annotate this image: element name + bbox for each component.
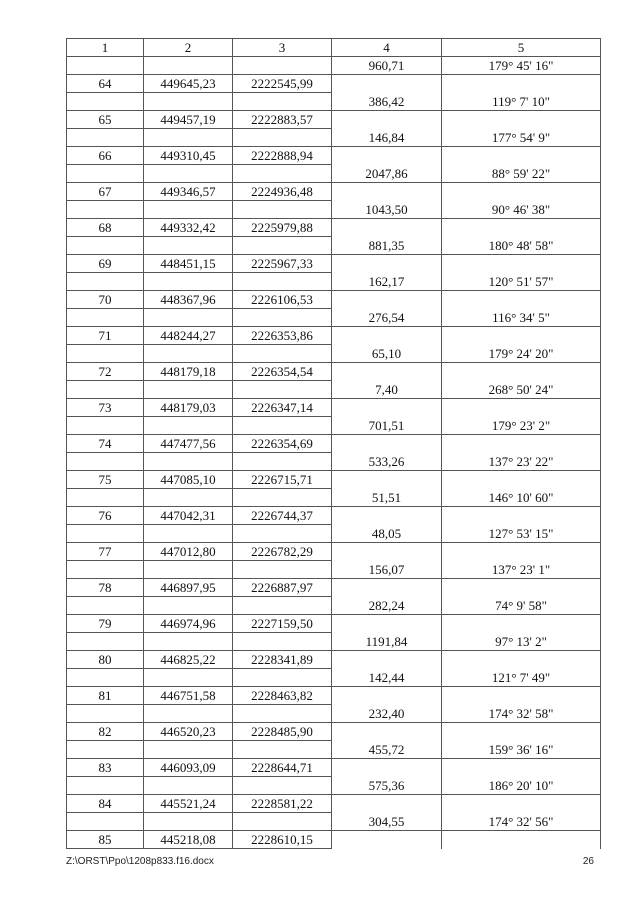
point-x: 449346,57 <box>144 183 233 201</box>
empty-cell <box>442 831 601 849</box>
point-x: 448451,15 <box>144 255 233 273</box>
segment-row <box>67 597 601 615</box>
point-y: 2226887,97 <box>233 579 332 597</box>
segment-length: 276,54 <box>332 309 442 327</box>
point-number: 72 <box>67 363 144 381</box>
empty-cell <box>233 93 332 111</box>
header-cell-4: 4 <box>332 39 442 57</box>
segment-length: 7,40 <box>332 381 442 399</box>
point-y: 2225967,33 <box>233 255 332 273</box>
segment-angle: 97° 13' 2" <box>442 633 601 651</box>
point-x: 446825,22 <box>144 651 233 669</box>
point-x: 449332,42 <box>144 219 233 237</box>
point-number: 69 <box>67 255 144 273</box>
point-y: 2224936,48 <box>233 183 332 201</box>
empty-cell <box>67 129 144 147</box>
empty-cell <box>442 111 601 129</box>
empty-cell <box>233 201 332 219</box>
point-y: 2227159,50 <box>233 615 332 633</box>
point-y: 2226715,71 <box>233 471 332 489</box>
point-row <box>67 399 601 417</box>
empty-cell <box>144 57 233 75</box>
segment-angle: 174° 32' 56" <box>442 813 601 831</box>
point-y: 2226354,54 <box>233 363 332 381</box>
point-row <box>67 759 601 777</box>
empty-cell <box>442 75 601 93</box>
segment-angle: 146° 10' 60" <box>442 489 601 507</box>
point-number: 84 <box>67 795 144 813</box>
empty-cell <box>332 471 442 489</box>
point-y: 2225979,88 <box>233 219 332 237</box>
footer-page-number: 26 <box>582 856 594 867</box>
empty-cell <box>332 651 442 669</box>
segment-angle: 179° 24' 20" <box>442 345 601 363</box>
point-y: 2228463,82 <box>233 687 332 705</box>
segment-angle: 180° 48' 58" <box>442 237 601 255</box>
empty-cell <box>332 543 442 561</box>
empty-cell <box>233 237 332 255</box>
point-x: 449645,23 <box>144 75 233 93</box>
empty-cell <box>67 417 144 435</box>
segment-row <box>67 453 601 471</box>
segment-length: 156,07 <box>332 561 442 579</box>
empty-cell <box>67 57 144 75</box>
empty-cell <box>442 435 601 453</box>
segment-row <box>67 201 601 219</box>
segment-angle: 74° 9' 58" <box>442 597 601 615</box>
header-cell-2: 2 <box>144 39 233 57</box>
segment-row <box>67 237 601 255</box>
point-y: 2226353,86 <box>233 327 332 345</box>
empty-cell <box>67 381 144 399</box>
header-cell-3: 3 <box>233 39 332 57</box>
empty-cell <box>144 525 233 543</box>
empty-cell <box>233 273 332 291</box>
segment-angle: 137° 23' 22" <box>442 453 601 471</box>
point-row <box>67 723 601 741</box>
point-row <box>67 471 601 489</box>
point-x: 446520,23 <box>144 723 233 741</box>
segment-length: 51,51 <box>332 489 442 507</box>
segment-angle: 177° 54' 9" <box>442 129 601 147</box>
empty-cell <box>144 813 233 831</box>
segment-length: 282,24 <box>332 597 442 615</box>
point-number: 83 <box>67 759 144 777</box>
point-number: 66 <box>67 147 144 165</box>
point-row <box>67 75 601 93</box>
empty-cell <box>442 471 601 489</box>
point-row <box>67 255 601 273</box>
segment-row <box>67 633 601 651</box>
point-x: 446093,09 <box>144 759 233 777</box>
empty-cell <box>233 633 332 651</box>
empty-cell <box>442 183 601 201</box>
empty-cell <box>332 399 442 417</box>
segment-row <box>67 705 601 723</box>
empty-cell <box>332 687 442 705</box>
point-number: 74 <box>67 435 144 453</box>
empty-cell <box>332 183 442 201</box>
segment-angle: 120° 51' 57" <box>442 273 601 291</box>
point-number: 77 <box>67 543 144 561</box>
segment-row <box>67 525 601 543</box>
segment-row <box>67 57 601 75</box>
segment-angle: 88° 59' 22" <box>442 165 601 183</box>
segment-angle: 268° 50' 24" <box>442 381 601 399</box>
point-number: 76 <box>67 507 144 525</box>
empty-cell <box>233 525 332 543</box>
point-row <box>67 327 601 345</box>
segment-row <box>67 273 601 291</box>
segment-length: 146,84 <box>332 129 442 147</box>
point-x: 448179,18 <box>144 363 233 381</box>
empty-cell <box>144 129 233 147</box>
point-y: 2226354,69 <box>233 435 332 453</box>
point-number: 68 <box>67 219 144 237</box>
segment-angle: 179° 23' 2" <box>442 417 601 435</box>
point-x: 447042,31 <box>144 507 233 525</box>
empty-cell <box>67 93 144 111</box>
empty-cell <box>67 777 144 795</box>
segment-angle: 121° 7' 49" <box>442 669 601 687</box>
point-x: 447085,10 <box>144 471 233 489</box>
empty-cell <box>233 669 332 687</box>
segment-length: 232,40 <box>332 705 442 723</box>
segment-angle: 90° 46' 38" <box>442 201 601 219</box>
empty-cell <box>67 489 144 507</box>
empty-cell <box>442 291 601 309</box>
segment-row <box>67 381 601 399</box>
empty-cell <box>332 255 442 273</box>
segment-row <box>67 93 601 111</box>
segment-angle: 119° 7' 10" <box>442 93 601 111</box>
point-row <box>67 615 601 633</box>
empty-cell <box>67 561 144 579</box>
header-cell-1: 1 <box>67 39 144 57</box>
segment-angle: 127° 53' 15" <box>442 525 601 543</box>
empty-cell <box>67 669 144 687</box>
segment-row <box>67 165 601 183</box>
empty-cell <box>144 741 233 759</box>
empty-cell <box>233 813 332 831</box>
empty-cell <box>144 633 233 651</box>
empty-cell <box>233 489 332 507</box>
empty-cell <box>144 309 233 327</box>
point-row <box>67 687 601 705</box>
segment-row <box>67 777 601 795</box>
point-number: 67 <box>67 183 144 201</box>
segment-row <box>67 741 601 759</box>
empty-cell <box>332 507 442 525</box>
point-number: 85 <box>67 831 144 849</box>
empty-cell <box>332 723 442 741</box>
point-number: 73 <box>67 399 144 417</box>
empty-cell <box>442 687 601 705</box>
segment-row <box>67 129 601 147</box>
empty-cell <box>442 795 601 813</box>
segment-row <box>67 669 601 687</box>
empty-cell <box>233 417 332 435</box>
point-y: 2222883,57 <box>233 111 332 129</box>
empty-cell <box>442 219 601 237</box>
point-row <box>67 651 601 669</box>
empty-cell <box>67 273 144 291</box>
empty-cell <box>332 363 442 381</box>
empty-cell <box>144 453 233 471</box>
point-x: 446897,95 <box>144 579 233 597</box>
empty-cell <box>144 381 233 399</box>
empty-cell <box>442 579 601 597</box>
point-x: 448367,96 <box>144 291 233 309</box>
empty-cell <box>233 597 332 615</box>
empty-cell <box>233 309 332 327</box>
empty-cell <box>144 345 233 363</box>
segment-length: 533,26 <box>332 453 442 471</box>
point-y: 2228485,90 <box>233 723 332 741</box>
segment-angle: 159° 36' 16" <box>442 741 601 759</box>
empty-cell <box>233 381 332 399</box>
point-x: 445218,08 <box>144 831 233 849</box>
empty-cell <box>442 327 601 345</box>
empty-cell <box>332 291 442 309</box>
empty-cell <box>442 507 601 525</box>
empty-cell <box>332 831 442 849</box>
point-row <box>67 507 601 525</box>
empty-cell <box>442 615 601 633</box>
empty-cell <box>442 543 601 561</box>
point-row <box>67 543 601 561</box>
point-row <box>67 219 601 237</box>
point-x: 447477,56 <box>144 435 233 453</box>
empty-cell <box>332 327 442 345</box>
footer-file-path: Z:\ORST\Ppo\1208p833.f16.docx <box>66 856 214 867</box>
empty-cell <box>332 795 442 813</box>
segment-row <box>67 561 601 579</box>
point-y: 2226744,37 <box>233 507 332 525</box>
point-x: 445521,24 <box>144 795 233 813</box>
empty-cell <box>332 579 442 597</box>
empty-cell <box>67 345 144 363</box>
empty-cell <box>233 57 332 75</box>
segment-length: 1191,84 <box>332 633 442 651</box>
point-x: 446974,96 <box>144 615 233 633</box>
segment-length: 701,51 <box>332 417 442 435</box>
empty-cell <box>442 255 601 273</box>
segment-angle: 186° 20' 10" <box>442 777 601 795</box>
segment-length: 304,55 <box>332 813 442 831</box>
point-y: 2228644,71 <box>233 759 332 777</box>
empty-cell <box>67 201 144 219</box>
segment-angle: 179° 45' 16" <box>442 57 601 75</box>
point-row <box>67 831 601 849</box>
point-y: 2228610,15 <box>233 831 332 849</box>
point-y: 2228581,22 <box>233 795 332 813</box>
header-cell-5: 5 <box>442 39 601 57</box>
point-number: 79 <box>67 615 144 633</box>
empty-cell <box>442 363 601 381</box>
empty-cell <box>332 111 442 129</box>
empty-cell <box>144 777 233 795</box>
point-number: 78 <box>67 579 144 597</box>
empty-cell <box>144 597 233 615</box>
empty-cell <box>332 147 442 165</box>
segment-angle: 116° 34' 5" <box>442 309 601 327</box>
empty-cell <box>233 705 332 723</box>
empty-cell <box>332 615 442 633</box>
empty-cell <box>144 93 233 111</box>
empty-cell <box>144 561 233 579</box>
empty-cell <box>67 237 144 255</box>
segment-length: 162,17 <box>332 273 442 291</box>
point-y: 2226782,29 <box>233 543 332 561</box>
empty-cell <box>144 489 233 507</box>
empty-cell <box>442 651 601 669</box>
point-row <box>67 363 601 381</box>
point-row <box>67 111 601 129</box>
segment-length: 386,42 <box>332 93 442 111</box>
empty-cell <box>67 597 144 615</box>
segment-length: 455,72 <box>332 741 442 759</box>
empty-cell <box>67 633 144 651</box>
empty-cell <box>144 201 233 219</box>
empty-cell <box>442 723 601 741</box>
point-number: 64 <box>67 75 144 93</box>
point-x: 448179,03 <box>144 399 233 417</box>
point-x: 449457,19 <box>144 111 233 129</box>
point-x: 446751,58 <box>144 687 233 705</box>
segment-row <box>67 345 601 363</box>
empty-cell <box>67 525 144 543</box>
empty-cell <box>144 669 233 687</box>
point-y: 2222545,99 <box>233 75 332 93</box>
segment-angle: 137° 23' 1" <box>442 561 601 579</box>
empty-cell <box>332 75 442 93</box>
empty-cell <box>233 165 332 183</box>
empty-cell <box>144 705 233 723</box>
point-y: 2222888,94 <box>233 147 332 165</box>
segment-length: 960,71 <box>332 57 442 75</box>
empty-cell <box>332 219 442 237</box>
empty-cell <box>144 273 233 291</box>
segment-angle: 174° 32' 58" <box>442 705 601 723</box>
point-row <box>67 435 601 453</box>
empty-cell <box>144 237 233 255</box>
empty-cell <box>67 705 144 723</box>
segment-length: 65,10 <box>332 345 442 363</box>
segment-row <box>67 813 601 831</box>
point-number: 82 <box>67 723 144 741</box>
point-number: 75 <box>67 471 144 489</box>
empty-cell <box>442 759 601 777</box>
empty-cell <box>67 165 144 183</box>
empty-cell <box>332 435 442 453</box>
point-row <box>67 183 601 201</box>
point-x: 449310,45 <box>144 147 233 165</box>
segment-length: 881,35 <box>332 237 442 255</box>
segment-row <box>67 309 601 327</box>
segment-length: 48,05 <box>332 525 442 543</box>
point-row <box>67 147 601 165</box>
empty-cell <box>67 741 144 759</box>
coordinates-table <box>66 38 601 849</box>
point-number: 65 <box>67 111 144 129</box>
empty-cell <box>67 813 144 831</box>
header-row <box>67 39 601 57</box>
point-y: 2226347,14 <box>233 399 332 417</box>
point-number: 70 <box>67 291 144 309</box>
empty-cell <box>67 309 144 327</box>
segment-length: 142,44 <box>332 669 442 687</box>
point-x: 448244,27 <box>144 327 233 345</box>
empty-cell <box>332 759 442 777</box>
point-number: 71 <box>67 327 144 345</box>
empty-cell <box>67 453 144 471</box>
empty-cell <box>144 417 233 435</box>
point-row <box>67 795 601 813</box>
segment-length: 1043,50 <box>332 201 442 219</box>
empty-cell <box>233 453 332 471</box>
segment-row <box>67 489 601 507</box>
segment-length: 2047,86 <box>332 165 442 183</box>
point-y: 2228341,89 <box>233 651 332 669</box>
point-row <box>67 291 601 309</box>
point-x: 447012,80 <box>144 543 233 561</box>
empty-cell <box>233 777 332 795</box>
empty-cell <box>233 129 332 147</box>
empty-cell <box>442 399 601 417</box>
empty-cell <box>144 165 233 183</box>
empty-cell <box>442 147 601 165</box>
empty-cell <box>233 741 332 759</box>
segment-length: 575,36 <box>332 777 442 795</box>
point-y: 2226106,53 <box>233 291 332 309</box>
point-number: 80 <box>67 651 144 669</box>
point-row <box>67 579 601 597</box>
point-number: 81 <box>67 687 144 705</box>
segment-row <box>67 417 601 435</box>
empty-cell <box>233 345 332 363</box>
empty-cell <box>233 561 332 579</box>
